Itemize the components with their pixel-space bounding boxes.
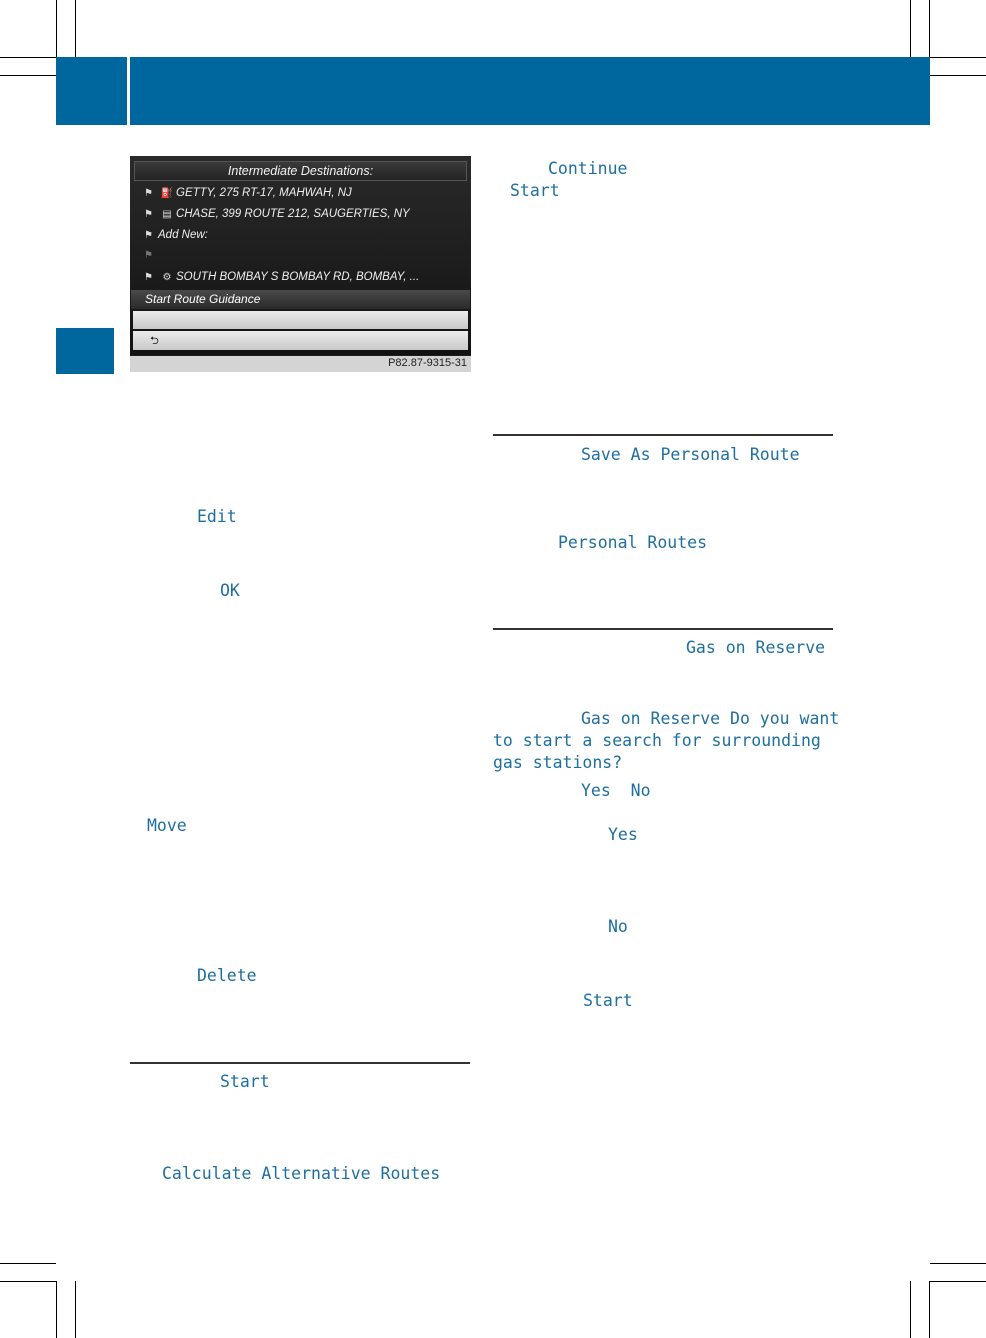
- bank-icon: ▤: [162, 209, 172, 220]
- calculate-alternative-routes-label: Calculate Alternative Routes: [162, 1164, 441, 1183]
- menu-bar: [133, 311, 468, 329]
- crop-mark: [910, 0, 911, 57]
- destination-text: SOUTH BOMBAY S BOMBAY RD, BOMBAY, ...: [176, 271, 420, 283]
- crop-mark: [0, 57, 56, 58]
- chapter-tab: [56, 328, 114, 374]
- navigation-screenshot: [130, 156, 471, 372]
- crop-mark: [930, 75, 986, 76]
- gas-message-line: gas stations?: [493, 753, 623, 772]
- crop-mark: [929, 0, 930, 57]
- start-route-guidance-item[interactable]: Start Route Guidance: [131, 290, 470, 309]
- no-label: No: [608, 917, 628, 936]
- back-arrow-icon[interactable]: ⮌: [150, 334, 159, 347]
- move-label: Move: [147, 816, 187, 835]
- section-rule: [493, 434, 833, 436]
- yes-label: Yes: [608, 825, 638, 844]
- empty-row: [144, 245, 466, 265]
- crop-mark: [910, 1281, 911, 1338]
- gas-on-reserve-heading: Gas on Reserve: [686, 638, 826, 657]
- checkered-flag-icon: ⚑: [144, 272, 153, 283]
- gas-message-line: Gas on Reserve Do you want: [581, 709, 840, 728]
- crop-mark: [930, 57, 986, 58]
- crop-mark: [930, 1281, 986, 1282]
- crop-mark: [75, 1281, 76, 1338]
- destination-row[interactable]: [144, 183, 466, 203]
- flag-icon: ⚑: [144, 188, 153, 199]
- personal-routes-label: Personal Routes: [558, 533, 708, 552]
- screen-title: Intermediate Destinations:: [134, 161, 467, 181]
- poi-icon: ⚙: [162, 272, 172, 283]
- continue-label: Continue: [548, 159, 628, 178]
- start-label: Start: [220, 1072, 270, 1091]
- header-bar: [56, 57, 930, 125]
- header-divider: [127, 57, 130, 125]
- image-code: P82.87-9315-31: [388, 357, 467, 369]
- destination-text: GETTY, 275 RT-17, MAHWAH, NJ: [176, 187, 352, 199]
- flag-icon: ⚑: [144, 209, 153, 220]
- destination-row[interactable]: [144, 204, 466, 224]
- image-caption: [130, 356, 471, 372]
- yes-no-label: Yes No: [581, 781, 651, 800]
- screen-display: [130, 156, 471, 355]
- delete-label: Delete: [197, 966, 257, 985]
- crop-mark: [0, 1281, 56, 1282]
- add-new-row[interactable]: [144, 225, 466, 245]
- gas-station-icon: ⛽: [160, 188, 174, 199]
- ok-label: OK: [220, 581, 240, 600]
- crop-mark: [75, 0, 76, 57]
- flag-icon: ⚑: [144, 230, 153, 241]
- start-label: Start: [583, 991, 633, 1010]
- save-as-personal-route-label: Save As Personal Route: [581, 445, 800, 464]
- destination-row[interactable]: [144, 267, 466, 287]
- crop-mark: [930, 1263, 986, 1264]
- crop-mark: [0, 1263, 56, 1264]
- crop-mark: [929, 1281, 930, 1338]
- back-bar[interactable]: [133, 331, 468, 350]
- flag-icon: ⚑: [144, 250, 153, 261]
- edit-label: Edit: [197, 507, 237, 526]
- section-rule: [130, 1062, 470, 1064]
- section-rule: [493, 628, 833, 630]
- start-label: Start: [510, 181, 560, 200]
- crop-mark: [56, 1281, 57, 1338]
- gas-message-line: to start a search for surrounding: [493, 731, 821, 750]
- destination-text: CHASE, 399 ROUTE 212, SAUGERTIES, NY: [176, 208, 410, 220]
- destination-text: Add New:: [158, 229, 208, 241]
- crop-mark: [56, 0, 57, 57]
- crop-mark: [0, 75, 56, 76]
